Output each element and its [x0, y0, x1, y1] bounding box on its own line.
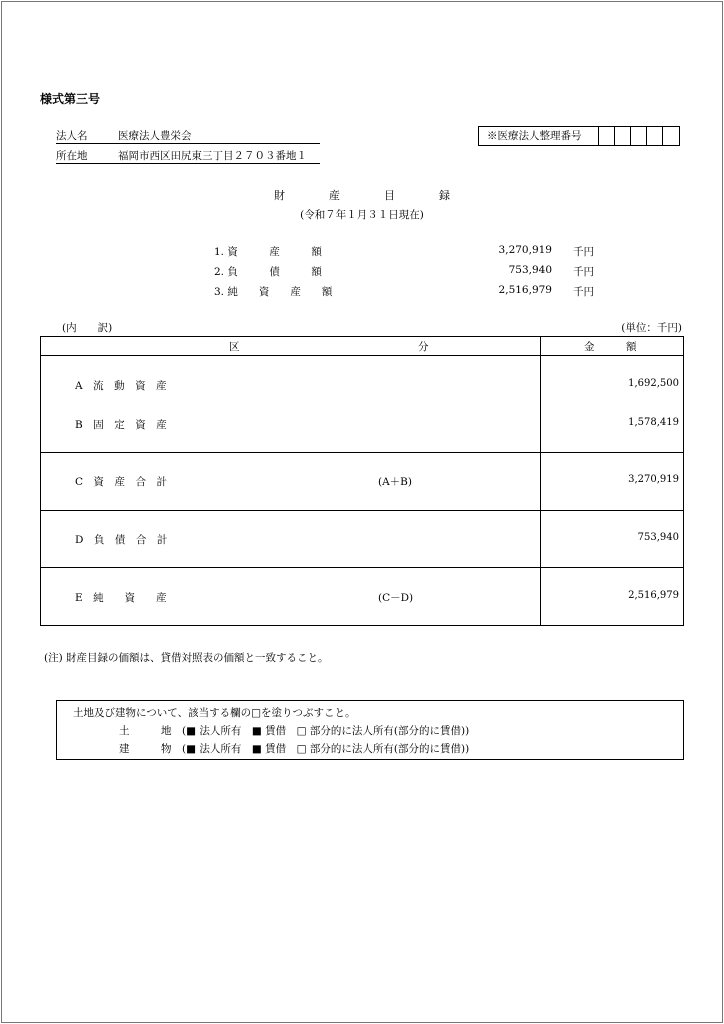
row-divider [41, 452, 683, 453]
registration-number-cell [647, 127, 663, 145]
row-formula-c: (A＋B) [378, 476, 412, 488]
registration-number-label: ※医療法人整理番号 [479, 127, 599, 145]
unit-note: (単位：千円) [621, 322, 682, 334]
address: 福岡市西区田尻東三丁目２７０３番地１ [118, 150, 307, 162]
column-divider [540, 337, 541, 625]
row-divider [41, 567, 683, 568]
summary-row [214, 244, 594, 260]
address-underline [56, 163, 320, 164]
document-title: 財 産 目 録 [274, 189, 450, 202]
row-label-e: E 純 資 産 [75, 592, 167, 604]
registration-number-box [478, 126, 680, 146]
row-amount-a: 1,692,500 [628, 378, 679, 389]
registration-number-cell [599, 127, 615, 145]
summary-value: 3,270,919 [498, 244, 552, 256]
footnote: (注) 財産目録の価額は、貸借対照表の価額と一致すること。 [44, 652, 329, 664]
form-number: 様式第三号 [40, 92, 101, 106]
row-amount-d: 753,940 [637, 532, 679, 543]
row-label-a: A 流 動 資 産 [75, 380, 167, 392]
row-formula-e: (C－D) [378, 592, 414, 604]
summary-unit: 千円 [573, 286, 594, 298]
row-amount-c: 3,270,919 [628, 474, 679, 485]
corp-name-underline [56, 143, 320, 144]
land-ownership-line: 土 地 (■ 法人所有 ■ 賃借 □ 部分的に法人所有(部分的に賃借)) [119, 725, 470, 737]
row-amount-b: 1,578,419 [628, 417, 679, 428]
summary-row [214, 284, 594, 300]
summary-value: 2,516,979 [498, 284, 552, 296]
summary-label: 2. 負 債 額 [214, 266, 322, 278]
summary-unit: 千円 [573, 246, 594, 258]
corp-name-label: 法人名 [56, 130, 88, 142]
row-divider [41, 510, 683, 511]
column-header-category: 区 分 [229, 341, 429, 353]
column-header-amount: 金 額 [584, 341, 637, 353]
land-buildings-box [56, 700, 684, 760]
summary-unit: 千円 [573, 266, 594, 278]
corp-name: 医療法人豊栄会 [118, 130, 192, 142]
as-of-date: (令和７年１月３１日現在) [300, 209, 424, 221]
registration-number-cell [631, 127, 647, 145]
land-buildings-instruction: 土地及び建物について、該当する欄の□を塗りつぶすこと。 [73, 707, 356, 719]
address-label: 所在地 [56, 150, 88, 162]
registration-number-cell [615, 127, 631, 145]
summary-label: 1. 資 産 額 [214, 246, 322, 258]
header-divider [41, 355, 683, 356]
building-ownership-line: 建 物 (■ 法人所有 ■ 賃借 □ 部分的に法人所有(部分的に賃借)) [119, 743, 470, 755]
breakdown-label: (内 訳) [62, 322, 113, 334]
summary-value: 753,940 [508, 264, 552, 276]
row-amount-e: 2,516,979 [628, 590, 679, 601]
breakdown-table [40, 336, 684, 626]
row-label-b: B 固 定 資 産 [75, 419, 167, 431]
row-label-d: D 負 債 合 計 [75, 534, 168, 546]
summary-label: 3. 純 資 産 額 [214, 286, 333, 298]
row-label-c: C 資 産 合 計 [75, 476, 168, 488]
summary-row [214, 264, 594, 280]
registration-number-cell [663, 127, 679, 145]
